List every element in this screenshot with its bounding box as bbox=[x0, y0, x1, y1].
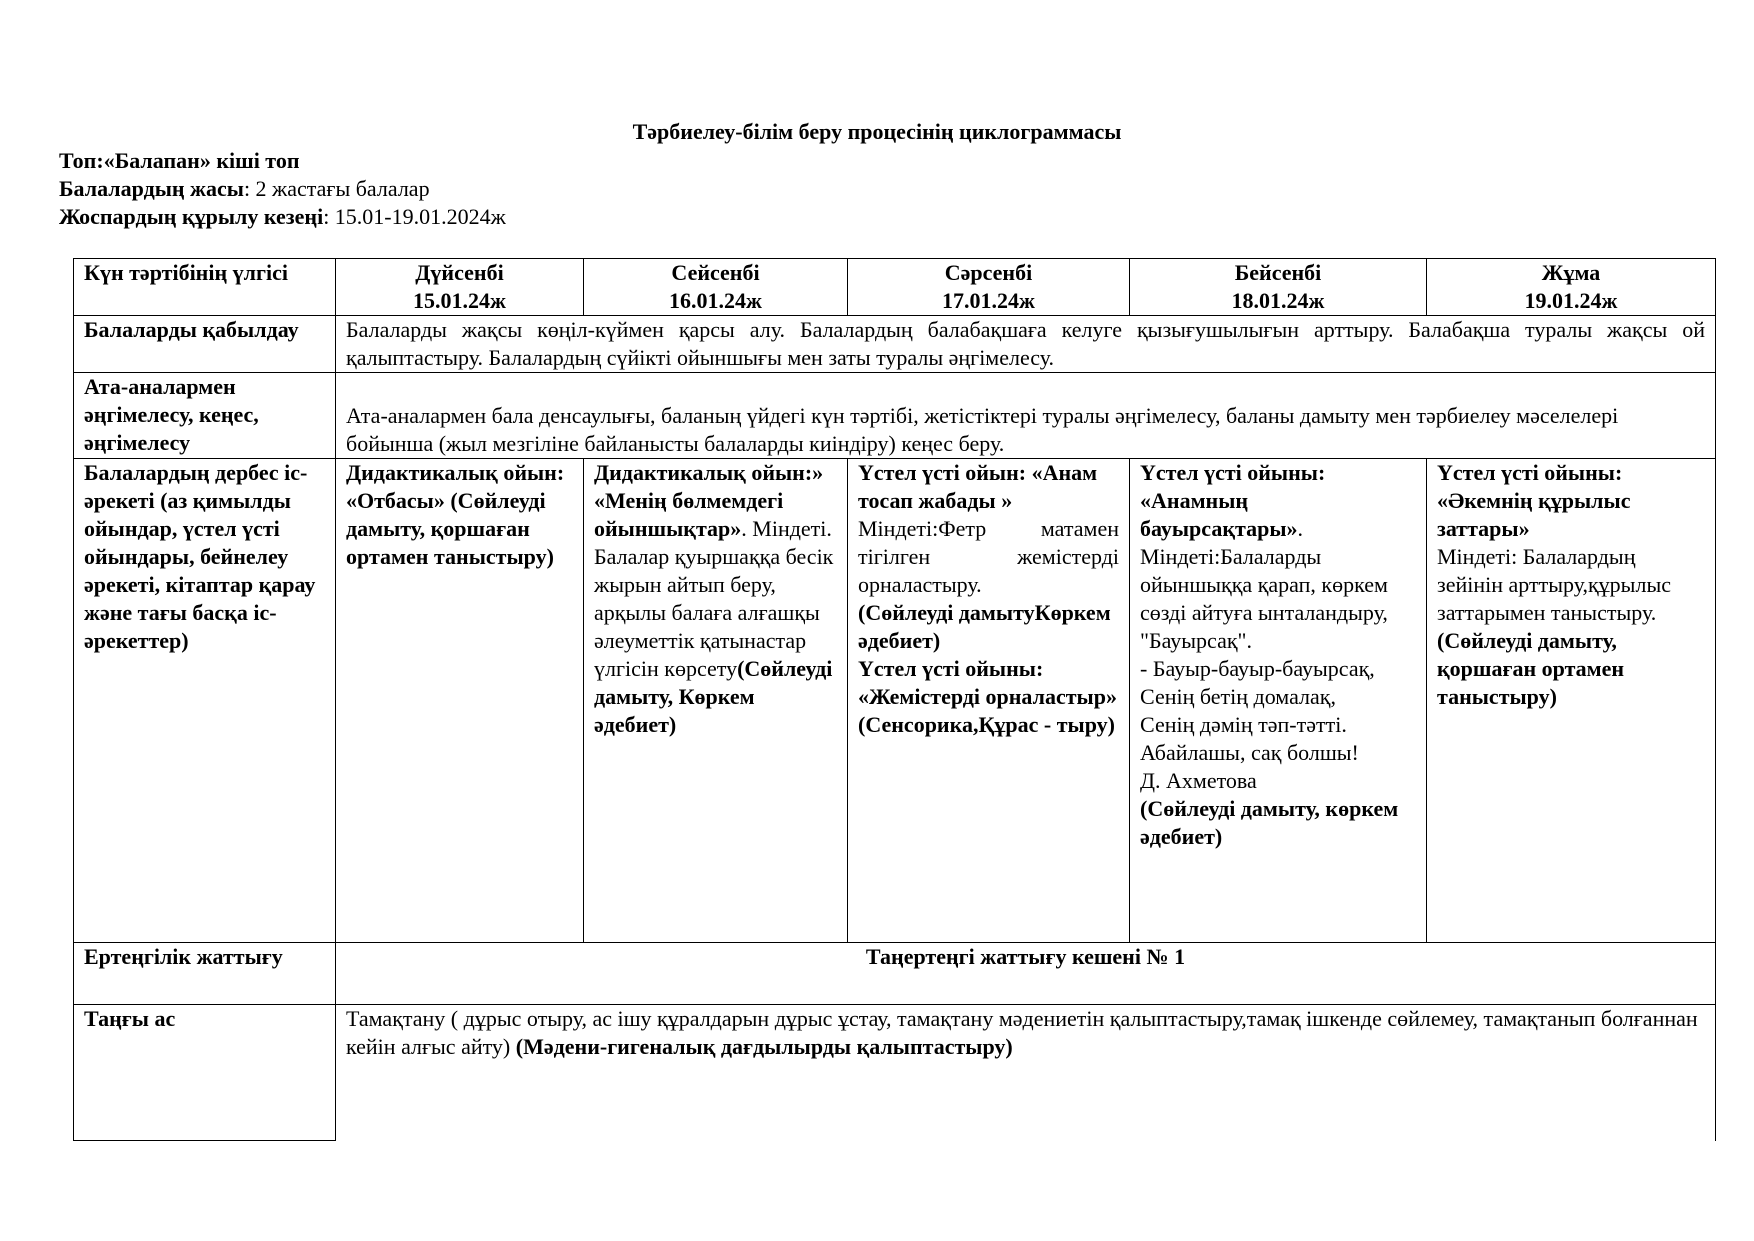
friday-activity bbox=[1427, 459, 1716, 943]
age-value: : 2 жастағы балалар bbox=[243, 176, 430, 201]
row-area: (Мәдени-гигеналық дағдылырды қалыптастыру) bbox=[515, 1034, 1013, 1059]
table-row bbox=[74, 316, 1716, 373]
day-date: 17.01.24ж bbox=[942, 288, 1035, 313]
day-name: Дүйсенбі bbox=[415, 260, 504, 285]
group-value: «Балапан» кіші топ bbox=[103, 148, 300, 173]
row-content: Балаларды жақсы көңіл-күймен қарсы алу. Балалардың балабақшаға келуге қызығушылығын арттыру. Балабақша туралы жақсы ой қалыптастыру. Балалардың сүйікті ойыншығы мен заты туралы әңгімелесу. bbox=[336, 316, 1716, 373]
header-day bbox=[1427, 259, 1716, 316]
activity-title: Үстел үсті ойын: «Анам тосап жабады » bbox=[858, 460, 1098, 513]
day-name: Бейсенбі bbox=[1234, 260, 1322, 285]
thursday-activity bbox=[1130, 459, 1427, 943]
row-content: Ата-аналармен бала денсаулығы, баланың үйдегі күн тәртібі, жетістіктері туралы әңгімелесу, баланы дамыту мен тәрбиелеу мәселелері бойынша (жыл мезгіліне байланысты балаларды киіндіру) кеңес беру. bbox=[336, 373, 1716, 459]
document-title: Тәрбиелеу-білім беру процесінің циклограммасы bbox=[632, 119, 1122, 144]
poem-line: Абайлашы, сақ болшы! bbox=[1140, 740, 1359, 765]
period-value: : 15.01-19.01.2024ж bbox=[323, 204, 506, 229]
header-day bbox=[336, 259, 584, 316]
row-content bbox=[336, 1005, 1716, 1141]
table-row bbox=[74, 943, 1716, 1005]
activity-title: Үстел үсті ойыны: «Анамның бауырсақтары» bbox=[1140, 460, 1326, 541]
activity-text: . Міндеті:Балаларды ойыншыққа қарап, көркем сөзді айтуға ынталандыру, "Бауырсақ". bbox=[1140, 516, 1388, 653]
activity-title: Дидактикалық ойын:» «Менің бөлмемдегі ойыншықтар» bbox=[594, 460, 824, 541]
wednesday-activity bbox=[848, 459, 1130, 943]
period-line bbox=[59, 204, 506, 230]
age-line bbox=[59, 176, 430, 202]
poem-line: - Бауыр-бауыр-бауырсақ, bbox=[1140, 656, 1375, 681]
activity-title: Үстел үсті ойыны: «Жемістерді орналастыр» bbox=[858, 656, 1117, 709]
day-name: Жұма bbox=[1541, 260, 1601, 285]
activity-text: . Міндеті. Балалар қуыршаққа бесік жырын айтып беру, арқылы балаға алғашқы әлеуметтік қатынастар үлгісін көрсету bbox=[594, 516, 834, 681]
row-label: Ертеңгілік жаттығу bbox=[74, 943, 336, 1005]
day-date: 15.01.24ж bbox=[413, 288, 506, 313]
day-name: Сейсенбі bbox=[671, 260, 760, 285]
header-day bbox=[584, 259, 848, 316]
age-label: Балалардың жасы bbox=[59, 176, 244, 201]
table-row bbox=[74, 459, 1716, 943]
activity-area: (Сөйлеуді дамыту, көркем әдебиет) bbox=[1140, 796, 1399, 849]
activity-area: (Сөйлеуді дамытуКөркем әдебиет) bbox=[858, 600, 1111, 653]
row-label: Балаларды қабылдау bbox=[74, 316, 336, 373]
tuesday-activity bbox=[584, 459, 848, 943]
header-day bbox=[1130, 259, 1427, 316]
header-row bbox=[74, 259, 1716, 316]
poem-author: Д. Ахметова bbox=[1140, 768, 1257, 793]
group-line bbox=[59, 148, 300, 174]
monday-activity bbox=[336, 459, 584, 943]
poem-line: Сенің бетің домалақ, bbox=[1140, 684, 1336, 709]
day-date: 19.01.24ж bbox=[1524, 288, 1618, 313]
poem-line: Сенің дәмің тәп-тәтті. bbox=[1140, 712, 1347, 737]
group-label: Топ: bbox=[59, 148, 104, 173]
row-label: Ата-аналармен әңгімелесу, кеңес, әңгімелесу bbox=[74, 373, 336, 459]
row-label: Балалардың дербес іс-әрекеті (аз қимылды ойындар, үстел үсті ойындары, бейнелеу әрекеті, кітаптар қарау және тағы басқа іс-әрекеттер) bbox=[74, 459, 336, 943]
activity-title: Дидактикалық ойын: «Отбасы» (Сөйлеуді дамыту, қоршаған ортамен таныстыру) bbox=[346, 460, 565, 569]
table-row bbox=[74, 1005, 1716, 1141]
row-content: Таңертеңгі жаттығу кешені № 1 bbox=[336, 943, 1716, 1005]
header-schedule: Күн тәртібінің үлгісі bbox=[74, 259, 336, 316]
day-name: Сәрсенбі bbox=[944, 260, 1033, 285]
activity-area: (Сөйлеуді дамыту, Көркем әдебиет) bbox=[594, 656, 833, 737]
day-date: 16.01.24ж bbox=[669, 288, 762, 313]
row-label: Таңғы ас bbox=[74, 1005, 336, 1141]
activity-area: (Сөйлеуді дамыту, қоршаған ортамен таныстыру) bbox=[1437, 628, 1625, 709]
activity-title: Үстел үсті ойыны: «Әкемнің құрылыс заттары» bbox=[1437, 460, 1631, 541]
period-label: Жоспардың құрылу кезеңі bbox=[59, 204, 324, 229]
activity-text: Міндеті:Фетр матамен тігілген жемістерді орналастыру. bbox=[858, 516, 1119, 597]
table-row bbox=[74, 373, 1716, 459]
row-text: Тамақтану ( дұрыс отыру, ас ішу құралдарын дұрыс ұстау, тамақтану мәдениетін қалыптастыру,тамақ ішкенде сөйлемеу, тамақтанып болғаннан кейін алғыс айту) bbox=[346, 1006, 1698, 1059]
header-day bbox=[848, 259, 1130, 316]
schedule-table bbox=[73, 258, 1716, 1141]
activity-area: (Сенсорика,Құрас - тыру) bbox=[858, 712, 1115, 737]
activity-text: Міндеті: Балалардың зейінін арттыру,құрылыс заттарымен таныстыру. bbox=[1437, 544, 1671, 625]
day-date: 18.01.24ж bbox=[1231, 288, 1325, 313]
